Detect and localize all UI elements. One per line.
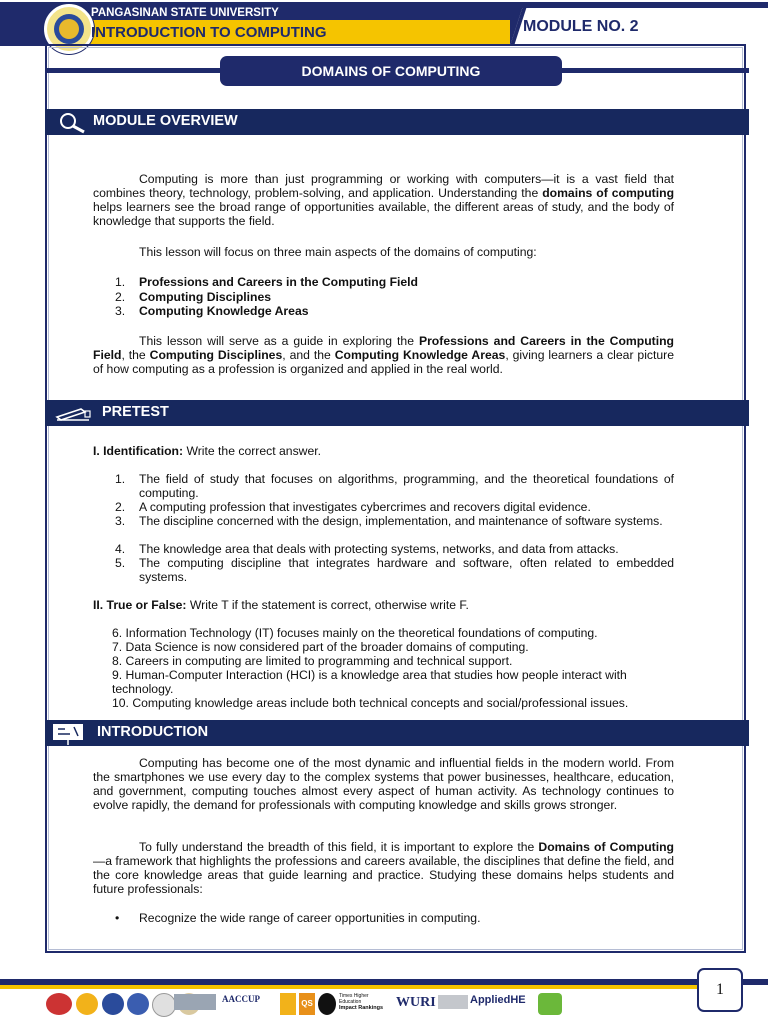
page-title: DOMAINS OF COMPUTING [220, 56, 562, 86]
overview-paragraph-1: Computing is more than just programming or working with computers—it is a vast field that combines theory, technology, problem-solving, and application. Understanding the domains of computing helps learners see the broad range of opportunities available, the different areas of study, and the body of knowledge that supports the field. [93, 172, 675, 228]
seal-logo [152, 993, 176, 1017]
seal-logo [102, 993, 124, 1015]
section-bar-introduction [45, 720, 749, 746]
list-item: 3. Computing Knowledge Areas [115, 304, 309, 318]
green-metric-logo [538, 993, 562, 1015]
iso-badge-logo [280, 993, 296, 1015]
asean-logo [76, 993, 98, 1015]
section-title-pretest: PRETEST [102, 404, 169, 420]
wuri-logo: WURI [396, 995, 436, 1010]
the-impact-rankings-text: Times Higher Education Impact Rankings [339, 993, 384, 1011]
qs-logo: QS [299, 993, 315, 1015]
section-title-overview: MODULE OVERVIEW [93, 113, 238, 129]
footer-yellow-band [0, 985, 700, 989]
introduction-paragraph-2: To fully understand the breadth of this field, it is important to explore the Domains of Computing—a framework that highlights the professions and careers available, the disciplines that define the field, and the core knowledge areas that guide learning and practice. Studying these domains helps students and future professionals: [93, 840, 674, 896]
list-item: 8. Careers in computing are limited to programming and technical support. [112, 654, 513, 668]
list-item: 9. Human-Computer Interaction (HCI) is a knowledge area that studies how people interact with technology. [112, 668, 627, 696]
overview-paragraph-3: This lesson will serve as a guide in exploring the Professions and Careers in the Computing Field, the Computing Disciplines, and the Computing Knowledge Areas, giving learners a clear picture of how computing as a profession is organized and applied in the real world. [93, 334, 675, 376]
list-item: 3. The discipline concerned with the design, implementation, and maintenance of software systems. [115, 514, 663, 528]
introduction-paragraph-1: Computing has become one of the most dynamic and influential fields in the modern world. From the smartphones we use every day to the complex systems that power businesses, healthcare, education, and government, computing touches almost every aspect of human activity. As technology continues to evolve rapidly, the demand for professionals with computing knowledge and skills grows stronger. [93, 756, 674, 812]
list-item: 1. The field of study that focuses on algorithms, programming, and the theoretical foundations of computing. [115, 472, 674, 500]
section-bar-overview [45, 109, 749, 135]
list-item: 7. Data Science is now considered part of the broader domains of computing. [112, 640, 529, 654]
the-impact-logo [318, 993, 336, 1015]
ph-quality-award-logo [174, 994, 216, 1010]
presentation-board-icon [50, 722, 90, 750]
section-title-introduction: INTRODUCTION [97, 724, 209, 740]
list-item: 10. Computing knowledge areas include both technical concepts and social/professional issues. [112, 696, 629, 710]
overview-paragraph-2: This lesson will focus on three main aspects of the domains of computing: [139, 245, 537, 259]
section-bar-pretest [45, 400, 749, 426]
accreditation-logos [46, 990, 686, 1018]
pretest-part1-heading: I. Identification: Write the correct answer. [93, 444, 322, 458]
pretest-part2-heading: II. True or False: Write T if the statement is correct, otherwise write F. [93, 598, 469, 612]
course-title: INTRODUCTION TO COMPUTING [91, 24, 327, 41]
bullet-item: • Recognize the wide range of career opportunities in computing. [115, 911, 481, 925]
wuri-text-logo [438, 995, 468, 1009]
university-name: PANGASINAN STATE UNIVERSITY [91, 7, 279, 19]
seal-logo [127, 993, 149, 1015]
list-item: 4. The knowledge area that deals with protecting systems, networks, and data from attacks. [115, 542, 619, 556]
module-number: MODULE NO. 2 [523, 18, 639, 35]
pencil-icon [55, 403, 93, 427]
aaccup-logo: AACCUP [222, 994, 260, 1004]
list-item: 2. Computing Disciplines [115, 290, 272, 304]
bagong-pilipinas-logo [46, 993, 72, 1015]
page-number: 1 [697, 968, 743, 1012]
list-item: 1. Professions and Careers in the Computing Field [115, 275, 419, 289]
appliedhe-logo: AppliedHE [470, 994, 526, 1006]
list-item: 5. The computing discipline that integrates hardware and software, often related to embedded systems. [115, 556, 674, 584]
list-item: 2. A computing profession that investigates cybercrimes and recovers digital evidence. [115, 500, 591, 514]
magnifier-icon [57, 112, 87, 138]
list-item: 6. Information Technology (IT) focuses mainly on the theoretical foundations of computing. [112, 626, 598, 640]
